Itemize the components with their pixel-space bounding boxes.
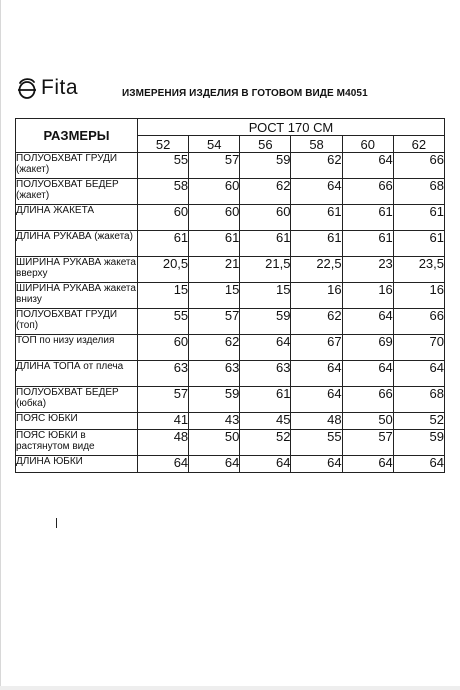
row-label: ШИРИНА РУКАВА жакета вверху	[16, 257, 138, 283]
table-cell: 62	[189, 335, 240, 361]
size-header-0: 52	[138, 136, 189, 153]
table-cell: 62	[291, 309, 342, 335]
table-cell: 61	[138, 231, 189, 257]
table-row	[16, 335, 445, 361]
table-cell: 57	[189, 153, 240, 179]
table-cell: 41	[138, 413, 189, 430]
row-label: ДЛИНА ЖАКЕТА	[16, 205, 138, 231]
table-cell: 66	[393, 309, 444, 335]
table-cell: 23	[342, 257, 393, 283]
table-cell: 66	[342, 387, 393, 413]
table-cell: 58	[138, 179, 189, 205]
table-cell: 61	[291, 205, 342, 231]
table-cell: 50	[189, 430, 240, 456]
table-cell: 61	[393, 231, 444, 257]
table-cell: 22,5	[291, 257, 342, 283]
table-cell: 60	[138, 205, 189, 231]
row-label: ПОЛУОБХВАТ БЕДЕР (жакет)	[16, 179, 138, 205]
table-cell: 57	[189, 309, 240, 335]
table-cell: 21	[189, 257, 240, 283]
table-cell: 64	[138, 456, 189, 473]
table-cell: 59	[240, 153, 291, 179]
table-row	[16, 456, 445, 473]
brand-name: Fita	[41, 76, 79, 99]
table-cell: 64	[342, 456, 393, 473]
measurements-table	[15, 118, 445, 473]
growth-header: РОСТ 170 СМ	[138, 119, 445, 136]
row-label: ПОЛУОБХВАТ ГРУДИ (топ)	[16, 309, 138, 335]
table-cell: 69	[342, 335, 393, 361]
table-cell: 64	[240, 456, 291, 473]
table-cell: 60	[240, 205, 291, 231]
row-label: ДЛИНА ТОПА от плеча	[16, 361, 138, 387]
header-row-growth	[16, 119, 445, 136]
table-cell: 61	[189, 231, 240, 257]
table-cell: 15	[189, 283, 240, 309]
size-header-5: 62	[393, 136, 444, 153]
row-label: ДЛИНА РУКАВА (жакета)	[16, 231, 138, 257]
table-cell: 16	[393, 283, 444, 309]
table-cell: 45	[240, 413, 291, 430]
size-header-4: 60	[342, 136, 393, 153]
table-cell: 60	[138, 335, 189, 361]
row-label: ПОЛУОБХВАТ ГРУДИ (жакет)	[16, 153, 138, 179]
brand-logo	[16, 76, 78, 100]
table-cell: 57	[342, 430, 393, 456]
table-cell: 63	[138, 361, 189, 387]
table-cell: 62	[240, 179, 291, 205]
table-row	[16, 387, 445, 413]
table-cell: 68	[393, 387, 444, 413]
table-cell: 55	[138, 309, 189, 335]
row-label: ДЛИНА ЮБКИ	[16, 456, 138, 473]
table-cell: 21,5	[240, 257, 291, 283]
table-cell: 43	[189, 413, 240, 430]
text-cursor	[56, 518, 57, 528]
table-row	[16, 413, 445, 430]
table-cell: 59	[393, 430, 444, 456]
sizes-header: РАЗМЕРЫ	[16, 119, 138, 153]
table-cell: 64	[342, 153, 393, 179]
table-cell: 70	[393, 335, 444, 361]
table-cell: 63	[189, 361, 240, 387]
table-cell: 16	[342, 283, 393, 309]
table-cell: 66	[393, 153, 444, 179]
table-cell: 61	[240, 231, 291, 257]
page-edge-bottom	[0, 686, 460, 690]
fita-swirl-logo-icon	[16, 76, 38, 100]
table-row	[16, 283, 445, 309]
table-cell: 64	[189, 456, 240, 473]
table-cell: 63	[240, 361, 291, 387]
table-cell: 66	[342, 179, 393, 205]
table-cell: 61	[342, 205, 393, 231]
table-cell: 52	[393, 413, 444, 430]
size-header-1: 54	[189, 136, 240, 153]
table-cell: 59	[189, 387, 240, 413]
table-cell: 64	[240, 335, 291, 361]
table-cell: 20,5	[138, 257, 189, 283]
table-row	[16, 153, 445, 179]
row-label: ПОЯС ЮБКИ	[16, 413, 138, 430]
table-cell: 59	[240, 309, 291, 335]
table-cell: 15	[240, 283, 291, 309]
table-cell: 64	[291, 361, 342, 387]
page-title: ИЗМЕРЕНИЯ ИЗДЕЛИЯ В ГОТОВОМ ВИДЕ М4051	[122, 88, 368, 99]
row-label: ПОЯС ЮБКИ в растянутом виде	[16, 430, 138, 456]
size-header-3: 58	[291, 136, 342, 153]
table-cell: 23,5	[393, 257, 444, 283]
page-edge-left	[0, 0, 1, 690]
table-cell: 61	[291, 231, 342, 257]
table-row	[16, 430, 445, 456]
table-cell: 61	[393, 205, 444, 231]
table-row	[16, 309, 445, 335]
row-label: ШИРИНА РУКАВА жакета внизу	[16, 283, 138, 309]
table-cell: 64	[342, 361, 393, 387]
table-row	[16, 231, 445, 257]
row-label: ТОП по низу изделия	[16, 335, 138, 361]
table-cell: 55	[138, 153, 189, 179]
row-label: ПОЛУОБХВАТ БЕДЕР (юбка)	[16, 387, 138, 413]
table-cell: 48	[138, 430, 189, 456]
table-cell: 67	[291, 335, 342, 361]
table-cell: 55	[291, 430, 342, 456]
table-cell: 61	[342, 231, 393, 257]
table-cell: 68	[393, 179, 444, 205]
table-cell: 64	[393, 456, 444, 473]
table-cell: 64	[291, 456, 342, 473]
table-cell: 64	[393, 361, 444, 387]
table-cell: 16	[291, 283, 342, 309]
table-cell: 62	[291, 153, 342, 179]
table-cell: 64	[291, 179, 342, 205]
table-cell: 57	[138, 387, 189, 413]
table-row	[16, 205, 445, 231]
table-cell: 52	[240, 430, 291, 456]
table-cell: 50	[342, 413, 393, 430]
table-cell: 48	[291, 413, 342, 430]
size-header-2: 56	[240, 136, 291, 153]
table-cell: 64	[342, 309, 393, 335]
table-cell: 61	[240, 387, 291, 413]
table-cell: 15	[138, 283, 189, 309]
table-row	[16, 179, 445, 205]
table-cell: 64	[291, 387, 342, 413]
table-cell: 60	[189, 179, 240, 205]
table-cell: 60	[189, 205, 240, 231]
table-row	[16, 257, 445, 283]
table-row	[16, 361, 445, 387]
